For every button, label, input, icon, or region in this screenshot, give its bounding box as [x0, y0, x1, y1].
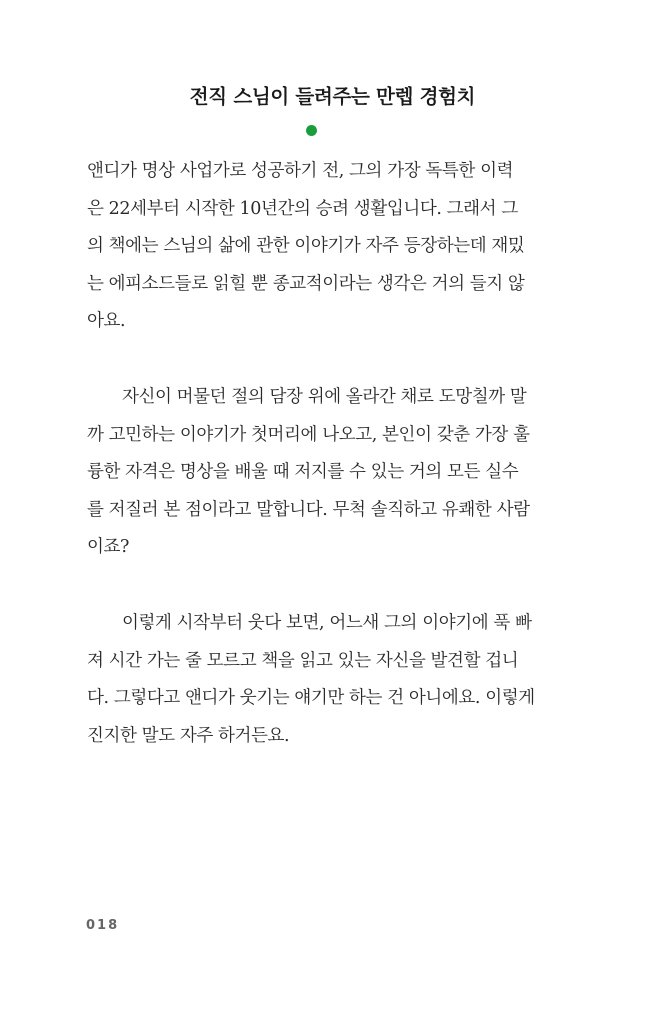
text-line: 자신이 머물던 절의 담장 위에 올라간 채로 도망칠까 말	[122, 386, 527, 407]
page-number: 018	[86, 918, 120, 933]
text-line: 의 책에는 스님의 삶에 관한 이야기가 자주 등장하는데 재밌	[87, 236, 525, 257]
text-line: 아요.	[87, 311, 126, 332]
text-line: 은 22세부터 시작한 10년간의 승려 생활입니다. 그래서 그	[87, 198, 518, 219]
paragraph-1	[87, 153, 555, 341]
text-line: 이렇게 시작부터 웃다 보면, 어느새 그의 이야기에 푹 빠	[122, 612, 532, 633]
text-line: 를 저질러 본 점이라고 말합니다. 무척 솔직하고 유쾌한 사람	[87, 499, 530, 520]
text-line: 앤디가 명상 사업가로 성공하기 전, 그의 가장 독특한 이력	[87, 161, 514, 181]
accent-dot-icon	[306, 125, 317, 136]
text-line: 다. 그렇다고 앤디가 웃기는 얘기만 하는 건 아니에요. 이렇게	[87, 688, 535, 709]
paragraph-2	[87, 379, 555, 567]
section-title: 전직 스님이 들려주는 만렙 경험치	[189, 85, 476, 108]
text-line: 진지한 말도 자주 하거든요.	[87, 725, 290, 746]
paragraph-spacer	[87, 341, 555, 379]
paragraph-spacer	[87, 567, 555, 605]
text-line: 륭한 자격은 명상을 배울 때 저지를 수 있는 거의 모든 실수	[87, 462, 519, 483]
text-line: 는 에피소드들로 읽힐 뿐 종교적이라는 생각은 거의 들지 않	[87, 273, 525, 294]
text-line: 까 고민하는 이야기가 첫머리에 나오고, 본인이 갖춘 가장 훌	[87, 424, 530, 445]
text-line: 이죠?	[87, 537, 129, 558]
paragraph-3	[87, 605, 555, 755]
body-text	[87, 153, 555, 755]
text-line: 져 시간 가는 줄 모르고 책을 읽고 있는 자신을 발견할 겁니	[87, 650, 519, 671]
